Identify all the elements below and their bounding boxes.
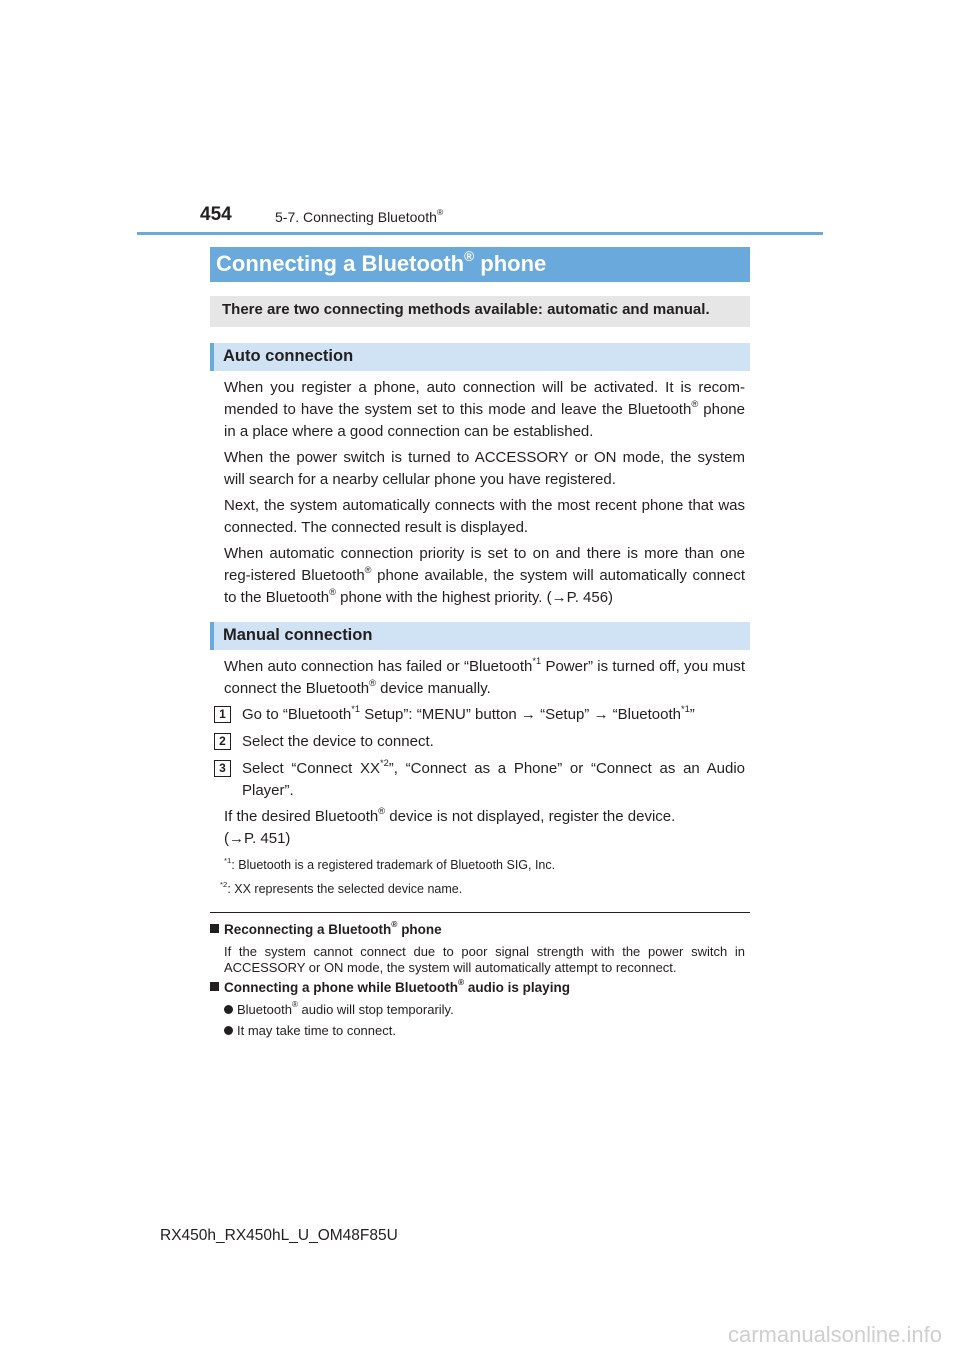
round-bullet-icon (224, 1005, 233, 1014)
manual-paragraph-2: If the desired Bluetooth® device is not displayed, register the device. (→P. 451) (224, 805, 676, 847)
manual-connection-heading: Manual connection (223, 626, 373, 644)
step-number: 3 (214, 760, 231, 777)
notes-rule (210, 912, 750, 913)
intro-text: There are two connecting methods available: automatic and manual. (222, 301, 710, 318)
section-title: Connecting a Bluetooth® phone (216, 248, 547, 276)
auto-connection-heading: Auto connection (223, 347, 354, 365)
step-text: Go to “Bluetooth$^{*1}$ Setup”: “MENU” button → “Setup” → “Bluetooth$^{*1}$” (242, 703, 695, 723)
watermark: carmanualsonline.info (727, 1322, 942, 1347)
step-text: Select “Connect XX$^{*2}$”, “Connect as a Phone” or “Connect as an Audio Player”. (242, 757, 745, 799)
manual-connection-heading-bar (210, 622, 750, 650)
round-bullet-icon (224, 1026, 233, 1035)
auto-connection-heading-bar (210, 343, 750, 371)
chapter-title: 5-7. Connecting Bluetooth® (275, 207, 444, 225)
square-bullet-icon (210, 982, 219, 991)
footnote-1: $^{*1}$: Bluetooth is a registered trademark of Bluetooth SIG, Inc. (224, 855, 556, 872)
bullet-take-time: It may take time to connect. (224, 1023, 396, 1038)
note-heading-audio-playing: Connecting a phone while Bluetooth® audio is playing (210, 980, 570, 995)
model-code: RX450h_RX450hL_U_OM48F85U (160, 1227, 398, 1244)
note-body-reconnecting: If the system cannot connect due to poor signal strength with the power switch in ACCESSORY or ON mode, the system will automatically attempt to reconnect. (224, 944, 745, 975)
step-number: 2 (214, 733, 231, 750)
step-text: Select the device to connect. (242, 733, 434, 750)
auto-paragraph-1: When you register a phone, auto connection will be activated. It is recom-mended to have the system set to this mode and leave the Bluetooth® phone in a place where a good connection can be established. (224, 379, 745, 440)
step-number: 1 (214, 706, 231, 723)
manual-paragraph-1: When auto connection has failed or “Bluetooth$^{*1}$ Power” is turned off, you must connect the Bluetooth® device manually. (224, 655, 745, 697)
note-heading-reconnecting: Reconnecting a Bluetooth® phone (210, 922, 442, 937)
section-title-bar (210, 247, 750, 282)
header-rule (137, 232, 823, 235)
footnote-2: $^{*2}$: XX represents the selected device name. (220, 879, 463, 896)
page-number: 454 (200, 204, 232, 225)
intro-box (210, 296, 750, 327)
auto-paragraph-3: Next, the system automatically connects with the most recent phone that was connected. The connected result is displayed. (224, 497, 745, 536)
auto-paragraph-2: When the power switch is turned to ACCESSORY or ON mode, the system will search for a nearby cellular phone you have registered. (224, 449, 745, 488)
square-bullet-icon (210, 924, 219, 933)
auto-paragraph-4: When automatic connection priority is set to on and there is more than one reg-istered Bluetooth® phone available, the system will automatically connect to the Bluetooth® phone with the highest priority. (→P. 456) (224, 545, 745, 606)
bullet-audio-stop: Bluetooth® audio will stop temporarily. (224, 1002, 454, 1017)
